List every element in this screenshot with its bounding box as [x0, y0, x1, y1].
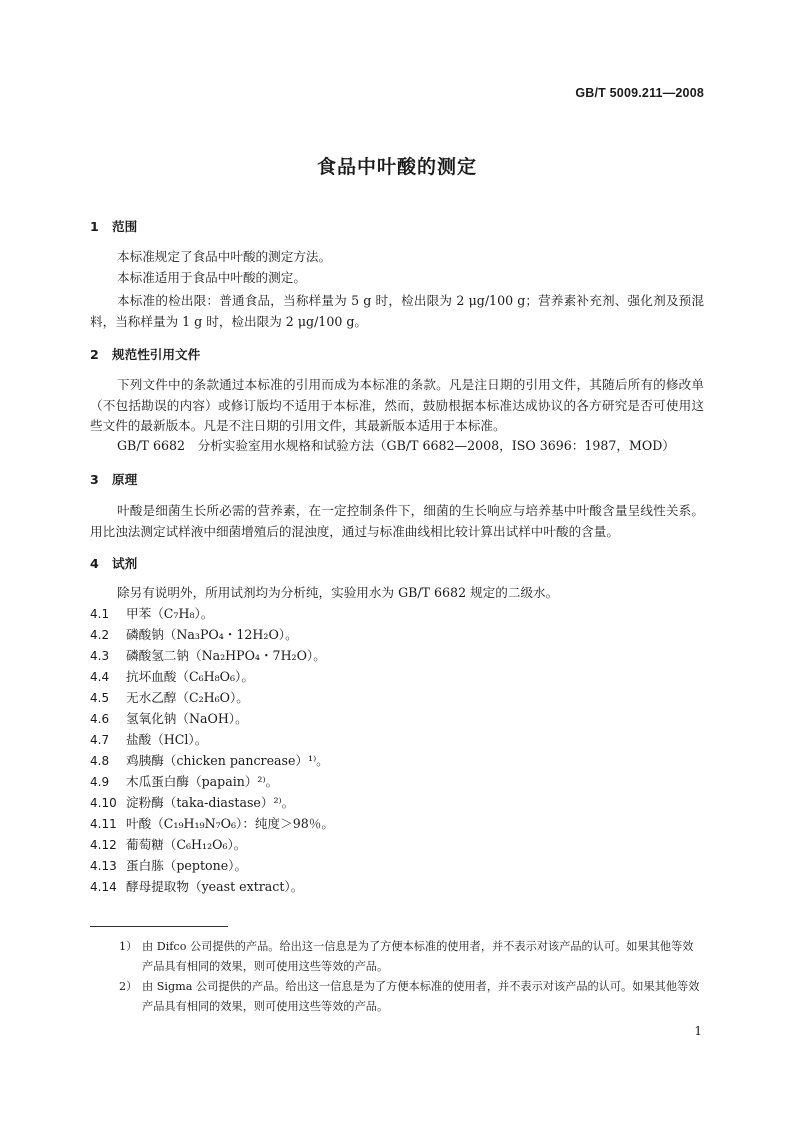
item-text: 氢氧化钠（NaOH）。	[126, 711, 248, 726]
paragraph: 除另有说明外，所用试剂均为分析纯，实验用水为 GB/T 6682 规定的二级水。	[117, 585, 559, 600]
item-number: 4.3	[90, 649, 110, 663]
section-number: 3	[90, 472, 99, 487]
footnote-text: 由 Sigma 公司提供的产品。给出这一信息是为了方便本标准的使用者，并不表示对该产品的认可。如果其他等效产品具有相同的效果，则可使用这些等效的产品。	[142, 980, 700, 1013]
item-number: 4.2	[90, 628, 110, 642]
item-number: 4.13	[90, 859, 117, 873]
item-number: 4.14	[90, 880, 117, 894]
footnote-text: 由 Difco 公司提供的产品。给出这一信息是为了方便本标准的使用者，并不表示对该产品的认可。如果其他等效产品具有相同的效果，则可使用这些等效的产品。	[142, 940, 694, 973]
footnote-2	[119, 977, 704, 1017]
document-title: 食品中叶酸的测定	[316, 156, 477, 178]
item-number: 4.10	[90, 796, 117, 810]
section-number: 4	[90, 556, 99, 571]
footnote-number: 1）	[119, 940, 138, 953]
reagent-item	[90, 752, 329, 770]
item-number: 4.6	[90, 712, 110, 726]
section-number: 1	[90, 219, 99, 234]
item-text: 淀粉酶（taka-diastase）²⁾。	[126, 795, 295, 810]
normative-reference: GB/T 6682 分析实验室用水规格和试验方法（GB/T 6682—2008，ISO 3696：1987，MOD）	[117, 438, 675, 453]
item-number: 4.11	[90, 817, 117, 831]
reagent-item	[90, 836, 246, 854]
item-text: 磷酸钠（Na₃PO₄・12H₂O）。	[126, 627, 298, 642]
section-3-heading	[90, 471, 137, 489]
footnote-divider	[90, 926, 228, 927]
section-title: 范围	[112, 219, 138, 234]
item-text: 酵母提取物（yeast extract）。	[126, 879, 304, 894]
item-text: 磷酸氢二钠（Na₂HPO₄・7H₂O）。	[126, 648, 326, 663]
item-text: 甲苯（C₇H₈）。	[126, 606, 214, 621]
item-text: 叶酸（C₁₉H₁₉N₇O₆）：纯度＞98％。	[126, 816, 334, 831]
standard-code: GB/T 5009.211—2008	[575, 86, 704, 100]
item-number: 4.12	[90, 838, 117, 852]
footnote-number: 2）	[119, 980, 138, 993]
item-number: 4.5	[90, 691, 110, 705]
item-number: 4.9	[90, 775, 110, 789]
section-title: 试剂	[112, 556, 138, 571]
reagent-item	[90, 815, 334, 833]
reagent-item	[90, 857, 247, 875]
reagent-item	[90, 605, 213, 623]
item-text: 鸡胰酶（chicken pancrease）¹⁾。	[126, 753, 329, 768]
reagent-item	[90, 878, 303, 896]
section-4-heading	[90, 555, 137, 573]
section-title: 规范性引用文件	[112, 347, 201, 362]
paragraph: 叶酸是细菌生长所必需的营养素，在一定控制条件下，细菌的生长响应与培养基中叶酸含量呈线性关系。用比浊法测定试样液中细菌增殖后的混浊度，通过与标准曲线相比较计算出试样中叶酸的含量。	[90, 503, 704, 539]
item-number: 4.1	[90, 607, 110, 621]
reagent-item	[90, 773, 278, 791]
section-number: 2	[90, 347, 99, 362]
paragraph: 本标准规定了食品中叶酸的测定方法。	[117, 249, 332, 264]
item-number: 4.8	[90, 754, 110, 768]
item-number: 4.7	[90, 733, 110, 747]
reagent-item	[90, 794, 294, 812]
item-text: 无水乙醇（C₂H₆O）。	[126, 690, 249, 705]
item-text: 葡萄糖（C₆H₁₂O₆）。	[126, 837, 247, 852]
item-text: 盐酸（HCl）。	[126, 732, 208, 747]
item-text: 木瓜蛋白酶（papain）²⁾。	[126, 774, 279, 789]
item-text: 蛋白胨（peptone）。	[126, 858, 248, 873]
section-2-heading	[90, 346, 200, 364]
footnote-1	[119, 937, 704, 977]
reagent-item	[90, 689, 249, 707]
section-1-heading	[90, 218, 137, 236]
page-number: 1	[694, 1024, 702, 1038]
paragraph: 本标准适用于食品中叶酸的测定。	[117, 270, 306, 285]
section-title: 原理	[112, 472, 138, 487]
item-number: 4.4	[90, 670, 110, 684]
reagent-item	[90, 668, 254, 686]
reagent-item	[90, 710, 248, 728]
reagent-item	[90, 647, 326, 665]
reagent-item	[90, 626, 298, 644]
item-text: 抗坏血酸（C₆H₈O₆）。	[126, 669, 254, 684]
paragraph: 下列文件中的条款通过本标准的引用而成为本标准的条款。凡是注日期的引用文件，其随后所有的修改单（不包括勘误的内容）或修订版均不适用于本标准，然而，鼓励根据本标准达成协议的各方研究是否可使用这些文件的最新版本。凡是不注日期的引用文件，其最新版本适用于本标准。	[90, 377, 704, 433]
paragraph: 本标准的检出限：普通食品，当称样量为 5 g 时，检出限为 2 μg/100 g；营养素补充剂、强化剂及预混料，当称样量为 1 g 时，检出限为 2 μg/100 g。	[90, 293, 704, 329]
reagent-item	[90, 731, 207, 749]
